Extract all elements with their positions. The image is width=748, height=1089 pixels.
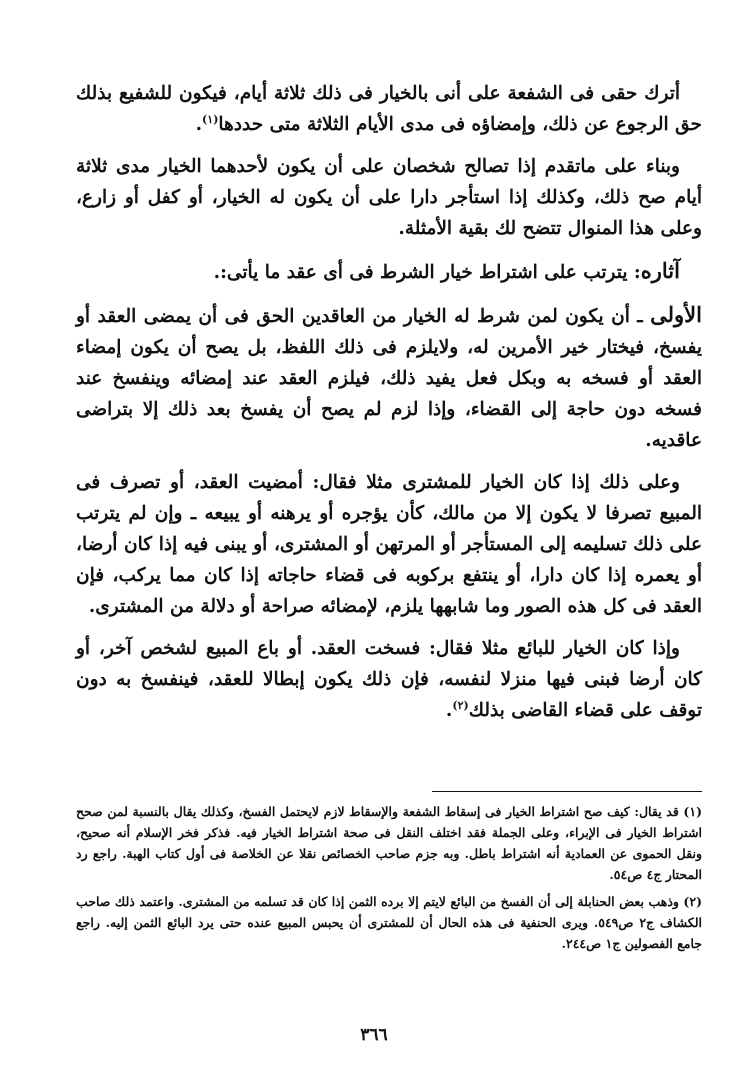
footnote-2: (٢) وذهب بعض الحنابلة إلى أن الفسخ من البائع لايتم إلا برده الثمن إذا كان قد تسلمه من المشترى. واعتمد ذلك صاحب الكشاف ج٢ ص٥٤٩. ويرى الحنفية فى هذه الحال أن للمشترى أن يحبس المبيع عنده حتى يرد البائع الثمن إليه. راجع جامع الفصولين ج١ ص٢٤٤. (76, 894, 702, 951)
paragraph-4 (76, 299, 702, 456)
footnote-1: (١) قد يقال: كيف صح اشتراط الخيار فى إسقاط الشفعة والإسقاط لازم لايحتمل الفسخ، وكذلك يقال بالنسبة لمن صحح اشتراط الخيار فى الإبراء، وعلى الجملة فقد اختلف النقل فى صحة اشتراط الخيار فيه. فذكر فخر الإسلام أنه صحيح، ونقل الحموى عن العمادية أنه اشتراط باطل. وبه جزم صاحب الخصائص نقلا عن الخلاصة فى أول كتاب الهبة. راجع رد المحتار ج٤ ص٥٤. (76, 804, 702, 882)
footnote-ref-2[interactable]: (٢) (452, 698, 469, 712)
paragraph-1-tail: . (195, 114, 203, 135)
footnote-ref-1[interactable]: (١) (202, 112, 219, 126)
paragraph-4-text: ـ أن يكون لمن شرط له الخيار من العاقدين الحق فى أن يمضى العقد أو يفسخ، فيختار خير الأمرين له، ولايلزم فى ذلك اللفظ، بل يصح أن يكون إمضاء العقد أو فسخه به وبكل فعل يفيد ذلك، فيلزم العقد عند إمضائه وينفسخ عند فسخه دون حاجة إلى القضاء، وإذا لزم لم يصح أن يفسخ بعد ذلك إلا بتراضى عاقديه. (76, 306, 702, 451)
paragraph-2 (76, 151, 702, 244)
paragraph-2-text: وبناء على ماتقدم إذا تصالح شخصان على أن يكون لأحدهما الخيار مدى ثلاثة أيام صح ذلك، وكذلك إذا استأجر دارا على أن يكون له الخيار، أو كفل أو زارع، وعلى هذا المنوال تتضح لك بقية الأمثلة. (76, 156, 702, 239)
paragraph-1-text: أترك حقى فى الشفعة على أنى بالخيار فى ذلك ثلاثة أيام، فيكون للشفيع بذلك حق الرجوع عن ذلك، وإمضاؤه فى مدى الأيام الثلاثة متى حددها (76, 83, 702, 135)
paragraph-5-text: وعلى ذلك إذا كان الخيار للمشترى مثلا فقال: أمضيت العقد، أو تصرف فى المبيع تصرفا لا يكون إلا من مالك، كأن يؤجره أو يرهنه أو يبيعه ـ وإن لم يترتب على ذلك تسليمه إلى المستأجر أو المرتهن أو المشترى، أو يبنى فيه إذا كان أرضا، أو يعمره إذا كان دارا، أو ينتفع بركوبه فى قضاء حاجاته إذا كان مما يركب، فإن العقد فى كل هذه الصور وما شابهها يلزم، لإمضائه صراحة أو دلالة من المشترى. (76, 472, 702, 617)
page-number: ٣٦٦ (360, 1025, 388, 1045)
heading-first: الأولى (650, 302, 702, 327)
footnotes (76, 801, 702, 960)
paragraph-5 (76, 467, 702, 622)
paragraph-1 (76, 78, 702, 140)
paragraph-3-text: : يترتب على اشتراط خيار الشرط فى أى عقد ما يأتى:. (213, 262, 641, 283)
paragraph-6-tail: . (445, 700, 453, 721)
footnote-separator (432, 791, 702, 792)
paragraph-3 (76, 255, 702, 288)
paragraph-6 (76, 633, 702, 726)
main-text (76, 78, 702, 737)
paragraph-6-text: وإذا كان الخيار للبائع مثلا فقال: فسخت العقد. أو باع المبيع لشخص آخر، أو كان أرضا فبنى فيها منزلا لنفسه، فإن ذلك يكون إبطالا للعقد، فينفسخ به دون توقف على قضاء القاضى بذلك (76, 638, 702, 721)
heading-athar: آثاره (640, 258, 680, 283)
